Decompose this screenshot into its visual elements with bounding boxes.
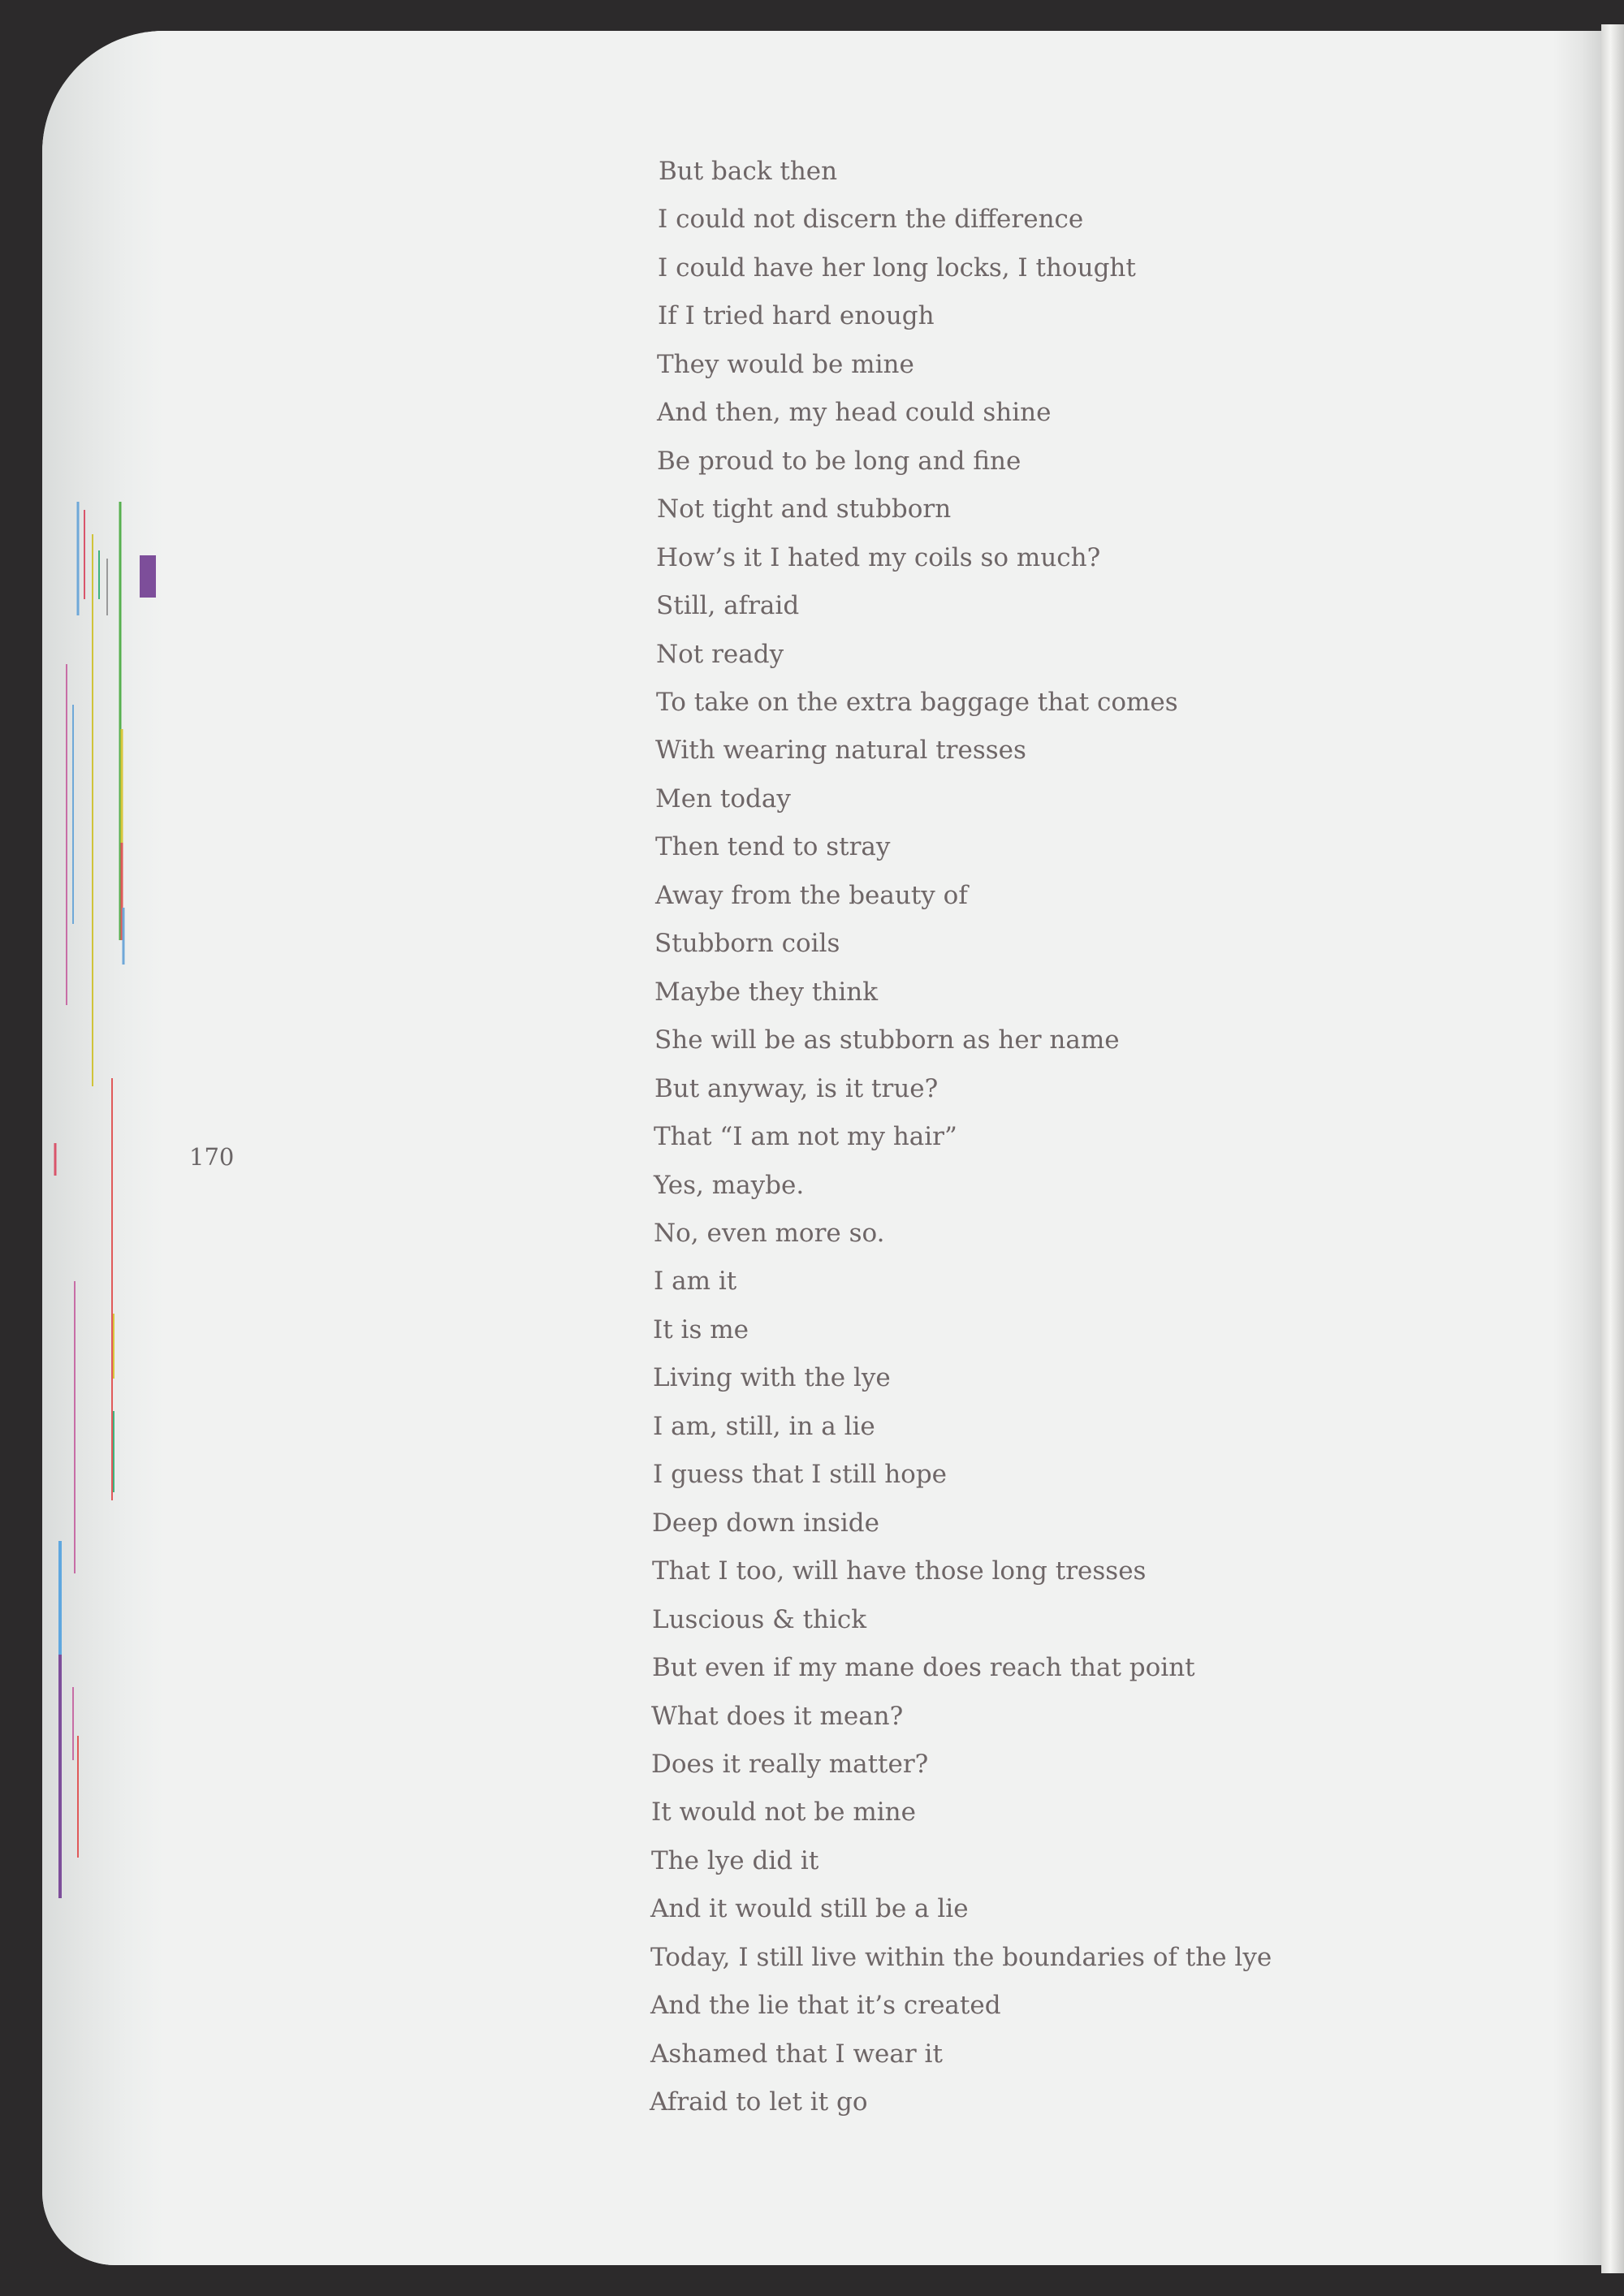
poem-line: What does it mean? — [651, 1702, 904, 1731]
poem-line: Yes, maybe. — [654, 1171, 805, 1200]
poem-line: And it would still be a lie — [650, 1894, 969, 1923]
poem-line: That “I am not my hair” — [654, 1122, 957, 1151]
poem-line: It would not be mine — [651, 1798, 916, 1827]
poem-line: Living with the lye — [653, 1363, 891, 1392]
poem-line: The lye did it — [651, 1846, 819, 1875]
poem-line: And the lie that it’s created — [650, 1991, 1001, 2020]
gutter-shadow — [1553, 31, 1601, 2265]
purple-page-tab — [140, 555, 156, 598]
poem-line: Today, I still live within the boundaries of the lye — [650, 1943, 1272, 1972]
poem-line: Not ready — [656, 640, 784, 669]
poem-line: With wearing natural tresses — [655, 736, 1026, 765]
poem-line: It is me — [653, 1315, 749, 1344]
poem-line: Away from the beauty of — [655, 881, 968, 910]
poem-line: How’s it I hated my coils so much? — [656, 543, 1101, 572]
poem-line: They would be mine — [657, 350, 914, 379]
poem-line: To take on the extra baggage that comes — [656, 688, 1178, 717]
facing-page-edge — [1601, 24, 1624, 2273]
poem-line: She will be as stubborn as her name — [654, 1025, 1120, 1055]
poem-line: That I too, will have those long tresses — [652, 1556, 1147, 1586]
poem-line: But back then — [659, 157, 838, 186]
poem-line: Still, afraid — [656, 591, 800, 620]
poem-line: Deep down inside — [652, 1508, 879, 1538]
poem-line: I could have her long locks, I thought — [658, 253, 1136, 283]
poem-line: I am, still, in a lie — [653, 1412, 875, 1441]
poem-line: Stubborn coils — [654, 929, 840, 958]
poem-line: I could not discern the difference — [658, 205, 1084, 234]
book-page — [42, 31, 1601, 2265]
poem-line: I am it — [654, 1267, 737, 1296]
page-number: 170 — [189, 1143, 235, 1171]
poem-line: Ashamed that I wear it — [650, 2039, 943, 2069]
poem-line: But even if my mane does reach that point — [652, 1653, 1195, 1682]
poem-line: But anyway, is it true? — [654, 1074, 939, 1103]
poem-line: Afraid to let it go — [650, 2087, 868, 2117]
poem-line: Luscious & thick — [652, 1605, 867, 1634]
poem-line: Does it really matter? — [651, 1750, 929, 1779]
poem-line: Men today — [655, 784, 791, 814]
poem-line: Then tend to stray — [655, 832, 891, 861]
poem-line: Be proud to be long and fine — [657, 447, 1021, 476]
poem-line: Maybe they think — [654, 978, 879, 1007]
poem-line: I guess that I still hope — [653, 1460, 948, 1489]
poem-line: And then, my head could shine — [657, 398, 1052, 427]
colored-page-edges — [42, 31, 164, 2265]
poem-line: If I tried hard enough — [658, 301, 935, 330]
poem-line: No, even more so. — [654, 1219, 885, 1248]
poem-line: Not tight and stubborn — [657, 494, 952, 524]
